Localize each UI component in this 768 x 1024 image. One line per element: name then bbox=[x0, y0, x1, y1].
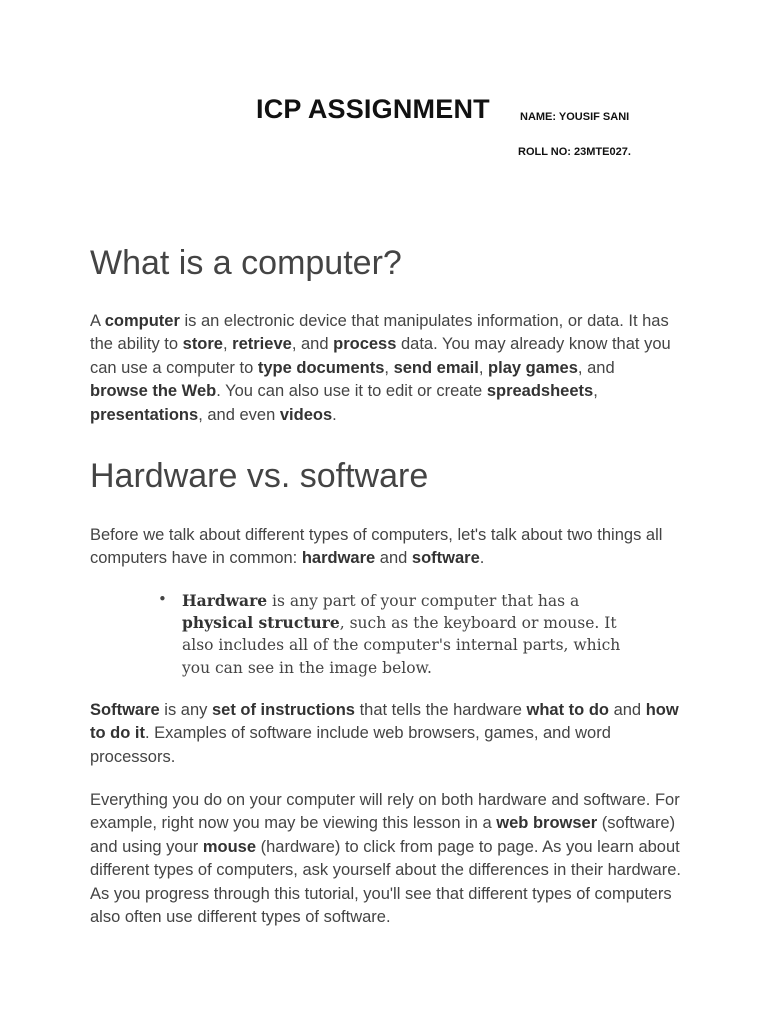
section-heading-computer: What is a computer? bbox=[90, 244, 402, 282]
section-heading-hardware-software: Hardware vs. software bbox=[90, 457, 429, 495]
hardware-bullet-item: Hardware is any part of your computer that has a physical structure, such as the keyboard or mouse. It also includes all of the computer's internal parts, which you can see in the image below. bbox=[182, 591, 621, 677]
student-name: NAME: YOUSIF SANI bbox=[520, 111, 630, 123]
hardware-software-paragraph: Everything you do on your computer will rely on both hardware and software. For example, right now you may be viewing this lesson in a web browser (software) and using your mouse (hardware) to click from page to page. As you learn about different types of computers, ask yourself about the differences in their hardware. As you progress through this tutorial, you'll see that different types of computers also often use different types of software. bbox=[90, 791, 681, 927]
roll-number: ROLL NO: 23MTE027. bbox=[518, 146, 631, 158]
computer-paragraph: A computer is an electronic device that manipulates information, or data. It has the ability to store, retrieve, and process data. You may already know that you can use a computer to type documents, send email, play games, and browse the Web. You can also use it to edit or create spreadsheets, presentations, and even videos. bbox=[90, 312, 671, 424]
software-paragraph: Software is any set of instructions that tells the hardware what to do and how to do it. Examples of software include web browsers, games, and word processors. bbox=[90, 701, 679, 766]
intro-paragraph: Before we talk about different types of computers, let's talk about two things all computers have in common: hardware and software. bbox=[90, 526, 663, 568]
assignment-title: ICP ASSIGNMENT bbox=[256, 94, 490, 124]
bullet-marker: • bbox=[158, 590, 167, 608]
